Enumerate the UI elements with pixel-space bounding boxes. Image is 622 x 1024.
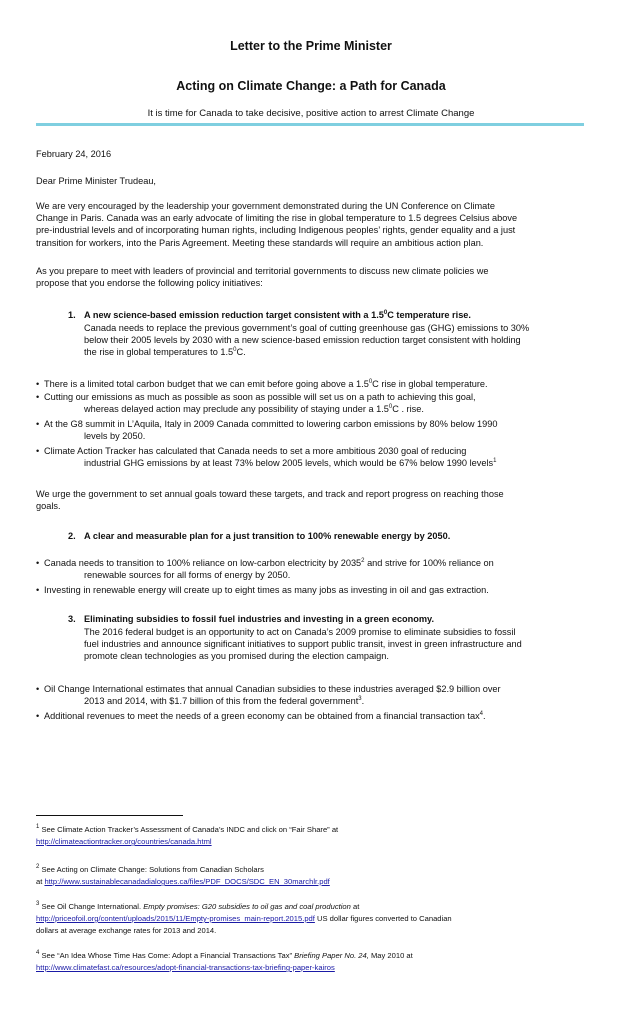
item-heading — [84, 309, 584, 321]
footnote-line — [36, 962, 588, 974]
urge-line: goals. — [36, 501, 61, 512]
bullet-text — [44, 710, 486, 722]
footnote-text: See “An Idea Whose Time Has Come: Adopt a Financial Transactions Tax” — [39, 951, 295, 960]
intro-line: transition for workers, into the Paris Agreement. Meeting these standards will require an ambitious action plan. — [36, 237, 484, 248]
footnote-text: See Acting on Climate Change: Solutions from Canadian Scholars — [39, 865, 264, 874]
footnote-link[interactable]: http://www.sustainablecanadadialogues.ca/files/PDF_DOCS/SDC_EN_30marchlr.pdf — [44, 877, 330, 886]
intro-line: Change in Paris. Canada was an early advocate of limiting the rise in global temperature to 1.5 degrees Celsius above — [36, 213, 518, 224]
item-heading: Eliminating subsidies to fossil fuel industries and investing in a green economy. — [84, 614, 435, 624]
bullet-text: Climate Action Tracker has calculated that Canada needs to set a more ambitious 2030 goal of reducing — [44, 446, 467, 456]
footnote-line — [36, 876, 588, 888]
bullet-text-part: Additional revenues to meet the needs of a green economy can be obtained from a financial transaction tax — [44, 711, 480, 721]
bullet-text: At the G8 summit in L’Aquila, Italy in 2009 Canada committed to lowering carbon emissions by 80% below 1990 — [44, 419, 498, 429]
bullet-text-part: . — [361, 696, 365, 707]
bullet-text — [84, 695, 364, 707]
bullet-text-part: 2013 and 2014, with $1.7 billion of this from the federal government — [84, 696, 359, 707]
footnote-number: 1 — [36, 824, 40, 830]
degree-sup: 0 — [368, 379, 373, 385]
heading-text: C temperature rise. — [387, 310, 471, 320]
footnote-line — [36, 950, 588, 962]
body-text: C. — [236, 347, 246, 358]
bullet-icon: • — [36, 585, 40, 595]
bullet-text — [44, 378, 488, 390]
bullet-text: levels by 2050. — [84, 431, 146, 442]
footnote-line — [36, 836, 588, 848]
footnote-ref: 3 — [358, 696, 362, 703]
heading-text: A new science-based emission reduction target consistent with a 1.5 — [84, 310, 384, 320]
footnote-text: See Oil Change International. — [39, 902, 144, 911]
salutation: Dear Prime Minister Trudeau, — [36, 176, 156, 186]
bullet-icon: • — [36, 419, 40, 429]
footnote-link[interactable]: http://priceofoil.org/content/uploads/2015/11/Empty-promises_main-report.2015.pdf — [36, 914, 315, 923]
item-number: 2. — [68, 531, 76, 541]
item-heading: A clear and measurable plan for a just transition to 100% renewable energy by 2050. — [84, 531, 451, 541]
header-divider — [36, 123, 584, 126]
bullet-text-part: industrial GHG emissions by at least 73% below 2005 levels, which would be 67% below 1990 levels — [84, 458, 494, 469]
bullet-text: renewable sources for all forms of energy by 2050. — [84, 570, 291, 581]
urge-paragraph — [36, 488, 588, 512]
bullet-icon: • — [36, 711, 40, 721]
bullet-text-part: There is a limited total carbon budget that we can emit before going above a 1.5 — [44, 379, 369, 389]
urge-line: We urge the government to set annual goals toward these targets, and track and report progress on reaching those — [36, 489, 504, 499]
bullet-icon: • — [36, 392, 40, 402]
bullet-text — [84, 403, 424, 415]
footnote-text: US dollar figures converted to Canadian — [314, 914, 452, 923]
footnote-number: 2 — [36, 864, 40, 870]
body-line: promote clean technologies as you promised during the election campaign. — [84, 651, 389, 662]
bullet-text: Cutting our emissions as much as possible as soon as possible will set us on a path to achieving this goal, — [44, 392, 476, 402]
body-line: Canada needs to replace the previous government’s goal of cutting greenhouse gas (GHG) emissions to 30% — [84, 323, 530, 333]
footnote-link[interactable]: http://climateactiontracker.org/countries/canada.html — [36, 837, 212, 846]
footnote-number: 4 — [36, 950, 40, 956]
footnote-text: at — [350, 902, 360, 911]
body-line: The 2016 federal budget is an opportunity to act on Canada’s 2009 promise to eliminate subsidies to fossil — [84, 627, 516, 637]
bullet-text-part: whereas delayed action may preclude any possibility of staying under a 1.5 — [84, 404, 389, 415]
bullet-text-part: C . rise. — [392, 404, 424, 415]
bullet-icon: • — [36, 446, 40, 456]
degree-sup: 0 — [383, 310, 388, 316]
prepare-line: propose that you endorse the following policy initiatives: — [36, 278, 263, 289]
footnote-3 — [36, 901, 588, 937]
bullet-text-part: C rise in global temperature. — [372, 379, 488, 389]
footnote-ref: 4 — [479, 711, 484, 717]
footnote-text: at — [36, 877, 45, 886]
item-number: 3. — [68, 614, 76, 624]
footnote-2 — [36, 864, 588, 888]
intro-line: pre-industrial levels and of incorporating human rights, including Indigenous peoples’ rights, gender equality and a just — [36, 225, 516, 236]
footnote-line — [36, 864, 588, 876]
footnote-italic: Empty promises: G20 subsidies to oil gas and coal production — [143, 902, 351, 911]
footnote-line — [36, 913, 588, 925]
intro-line: We are very encouraged by the leadership your government demonstrated during the UN Conference on Climate — [36, 201, 495, 211]
degree-sup: 0 — [233, 347, 237, 354]
body-line: fuel industries and announce significant initiatives to support public transit, invest in green infrastructure and — [84, 639, 522, 650]
footnote-line — [36, 901, 588, 913]
body-line: below their 2005 levels by 2030 with a new science-based emission reduction target consistent with holding — [84, 335, 521, 346]
footnote-ref: 2 — [361, 558, 365, 564]
footnote-ref: 1 — [493, 458, 497, 465]
bullet-text-part: . — [483, 711, 486, 721]
footnote-divider — [36, 815, 183, 816]
bullet-text — [44, 557, 494, 569]
body-text: the rise in global temperatures to 1.5 — [84, 347, 234, 358]
footnote-text: See Climate Action Tracker’s Assessment of Canada’s INDC and click on “Fair Share” at — [39, 825, 339, 834]
document-title: Letter to the Prime Minister — [230, 39, 392, 53]
document-subtitle: Acting on Climate Change: a Path for Canada — [176, 79, 446, 93]
bullet-text-part: and strive for 100% reliance on — [364, 558, 494, 568]
footnote-line — [36, 824, 588, 836]
bullet-text: Oil Change International estimates that annual Canadian subsidies to these industries averaged $2.9 billion over — [44, 684, 501, 694]
footnote-4 — [36, 950, 588, 974]
letter-date: February 24, 2016 — [36, 149, 112, 159]
degree-sup: 0 — [388, 404, 393, 411]
body-line — [84, 346, 588, 358]
bullet-text: Investing in renewable energy will create up to eight times as many jobs as investing in oil and gas extraction. — [44, 585, 489, 595]
bullet-icon: • — [36, 558, 40, 568]
item-1-body — [84, 322, 588, 359]
bullet-icon: • — [36, 684, 40, 694]
bullet-text — [84, 457, 496, 469]
prepare-paragraph — [36, 265, 588, 289]
bullet-text-part: Canada needs to transition to 100% reliance on low-carbon electricity by 2035 — [44, 558, 362, 568]
footnote-line: dollars at average exchange rates for 2013 and 2014. — [36, 926, 217, 935]
footnote-italic: Briefing Paper No. 24, — [294, 951, 369, 960]
prepare-line: As you prepare to meet with leaders of provincial and territorial governments to discuss new climate policies we — [36, 266, 489, 276]
footnote-text: May 2010 at — [368, 951, 413, 960]
item-3-body — [84, 626, 588, 663]
intro-paragraph — [36, 200, 588, 249]
tagline: It is time for Canada to take decisive, positive action to arrest Climate Change — [147, 108, 475, 119]
footnote-link[interactable]: http://www.climatefast.ca/resources/adopt-financial-transactions-tax-briefing-paper-kairos — [36, 963, 335, 972]
footnote-1 — [36, 824, 588, 848]
bullet-icon: • — [36, 379, 40, 389]
footnote-number: 3 — [36, 901, 40, 907]
item-number: 1. — [68, 310, 76, 320]
